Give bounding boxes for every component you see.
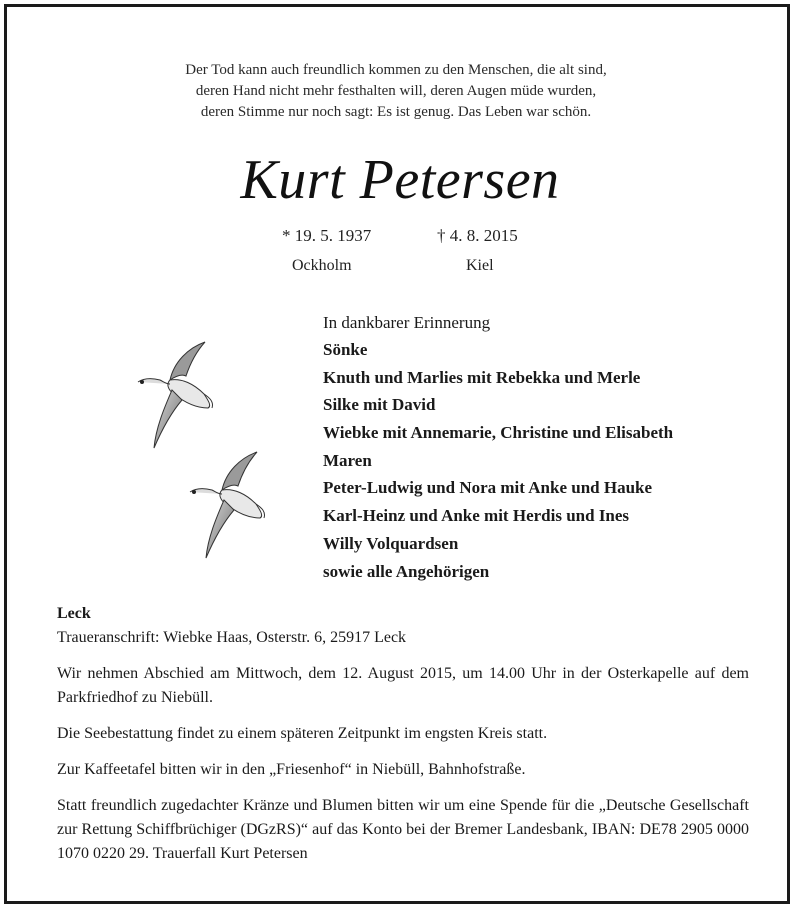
birth-date: * 19. 5. 1937 — [282, 226, 372, 245]
mourning-address: Traueranschrift: Wiebke Haas, Osterstr. 6, 25917 Leck — [57, 629, 407, 646]
mourners-intro: In dankbarer Erinnerung — [323, 313, 491, 332]
mourners-list — [323, 309, 783, 585]
mourner-name: Karl-Heinz und Anke mit Herdis und Ines — [323, 506, 630, 526]
death-date: † 4. 8. 2015 — [437, 226, 518, 245]
deceased-name: Kurt Petersen — [240, 149, 560, 211]
mourner-name: Sönke — [323, 340, 368, 359]
poem-line: deren Stimme nur noch sagt: Es ist genug. Das Leben war schön. — [200, 104, 592, 120]
mourner-name: Peter-Ludwig und Nora mit Anke und Hauke — [323, 478, 653, 498]
birth-place: Ockholm — [292, 257, 352, 274]
details-section — [57, 602, 749, 866]
seagull-icon — [190, 452, 265, 558]
sea-burial-paragraph: Die Seebestattung findet zu einem späteren Zeitpunkt im engsten Kreis statt. — [57, 725, 548, 742]
donation-paragraph: Statt freundlich zugedachter Kränze und Blumen bitten wir um eine Spende für die „Deutsche Gesellschaft zur Rettung Schiffbrüchiger (DGzRS)“ auf das Konto bei der Bremer Landesbank, IBAN: DE78 2905 0000 1070 0220 29. Trauerfall Kurt Petersen — [57, 797, 749, 862]
mourner-name: Willy Volquardsen — [323, 533, 459, 553]
location-heading: Leck — [57, 605, 91, 622]
coffee-paragraph: Zur Kaffeetafel bitten wir in den „Friesenhof“ in Niebüll, Bahnhofstraße. — [57, 761, 526, 778]
farewell-paragraph: Wir nehmen Abschied am Mittwoch, dem 12. August 2015, um 14.00 Uhr in der Osterkapelle auf dem Parkfriedhof zu Niebüll. — [57, 665, 749, 706]
poem-line: deren Hand nicht mehr festhalten will, deren Augen müde wurden, — [195, 83, 597, 99]
death-place: Kiel — [466, 257, 494, 274]
poem-line: Der Tod kann auch freundlich kommen zu den Menschen, die alt sind, — [185, 62, 607, 78]
mourner-name: Knuth und Marlies mit Rebekka und Merle — [323, 367, 641, 387]
mourner-name: Wiebke mit Annemarie, Christine und Elisabeth — [323, 423, 674, 443]
seagull-icon — [138, 342, 213, 448]
poem — [0, 60, 792, 123]
mourner-name: Silke mit David — [323, 395, 436, 415]
seagulls-icon — [130, 330, 280, 560]
mourner-name: sowie alle Angehörigen — [323, 561, 490, 581]
mourner-name: Maren — [323, 450, 372, 470]
